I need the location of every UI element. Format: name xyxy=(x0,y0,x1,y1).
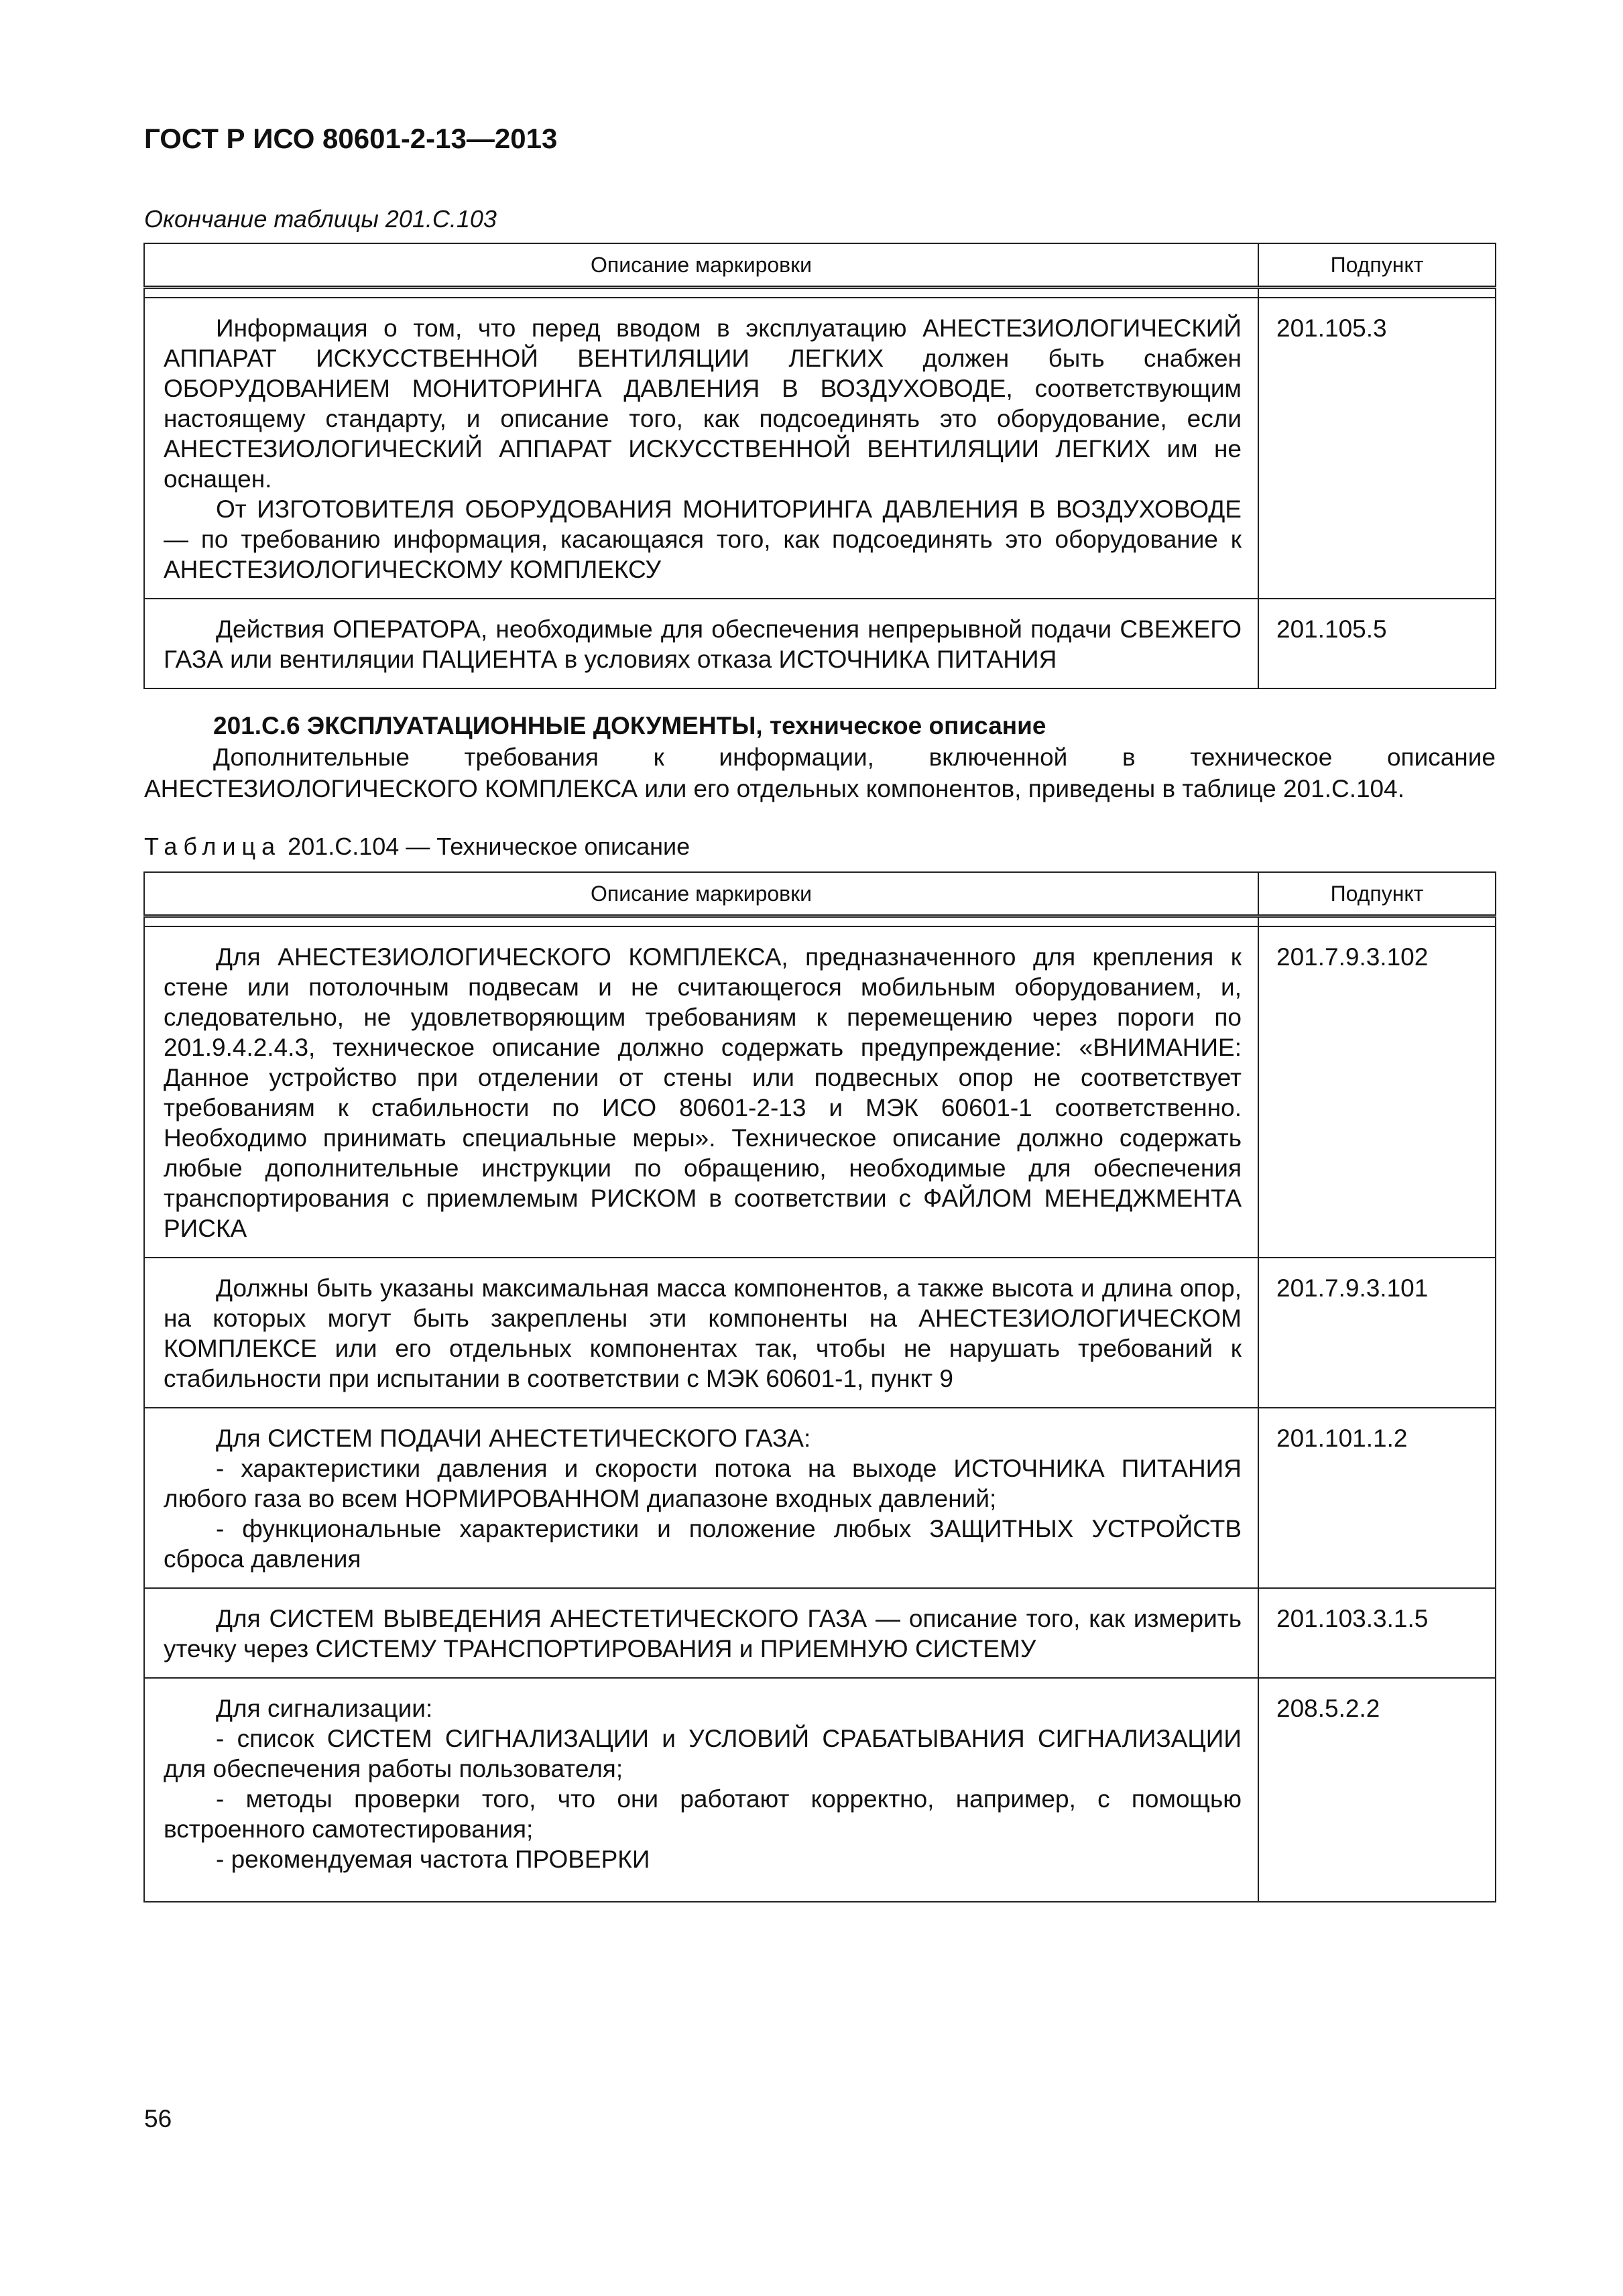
row-description xyxy=(144,1678,1258,1902)
column-header-subclause: Подпункт xyxy=(1258,243,1496,288)
table-201-c-104 xyxy=(143,871,1496,1902)
table-row xyxy=(144,1678,1496,1902)
paragraph: Для СИСТЕМ ПОДАЧИ АНЕСТЕТИЧЕСКОГО ГАЗА: xyxy=(216,1425,811,1452)
section-paragraph: Дополнительные требования к информации, включенной в техническое описание АНЕСТЕЗИОЛОГИЧЕСКОГО КОМПЛЕКСА или его отдельных компонентов, приведены в таблице 201.С.104. xyxy=(144,743,1496,802)
row-subclause: 201.7.9.3.102 xyxy=(1258,926,1496,1258)
row-description xyxy=(144,599,1258,688)
table-row xyxy=(144,1258,1496,1408)
page-number: 56 xyxy=(144,2105,172,2132)
row-description xyxy=(144,298,1258,599)
paragraph: - список СИСТЕМ СИГНАЛИЗАЦИИ и УСЛОВИЙ СРАБАТЫВАНИЯ СИГНАЛИЗАЦИИ для обеспечения работы пользователя; xyxy=(164,1725,1242,1783)
column-header-description: Описание маркировки xyxy=(144,243,1258,288)
paragraph: Должны быть указаны максимальная масса компонентов, а также высота и длина опор, на которых могут быть закреплены эти компоненты на АНЕСТЕЗИОЛОГИЧЕСКОМ КОМПЛЕКСЕ или его отдельных компонентах так, чтобы не нарушать требований к стабильности при испытании в соответствии с МЭК 60601-1, пункт 9 xyxy=(164,1274,1242,1392)
row-description xyxy=(144,1408,1258,1588)
column-header-description: Описание маркировки xyxy=(144,872,1258,916)
table-caption-label: Таблица xyxy=(144,833,282,860)
column-header-subclause: Подпункт xyxy=(1258,872,1496,916)
table-row xyxy=(144,1408,1496,1588)
table-row xyxy=(144,1588,1496,1678)
paragraph: Для АНЕСТЕЗИОЛОГИЧЕСКОГО КОМПЛЕКСА, предназначенного для крепления к стене или потолочным подвесам и не считающегося мобильным оборудованием, и, следовательно, не удовлетворяющим требованиям к перемещению через пороги по 201.9.4.2.4.3, техническое описание должно содержать предупреждение: «ВНИМАНИЕ: Данное устройство при отделении от стены или подвесных опор не соответствует требованиям к стабильности по ИСО 80601-2-13 и МЭК 60601-1 соответственно. Необходимо принимать специальные меры». Техническое описание должно содержать любые дополнительные инструкции по обращению, необходимые для обеспечения транспортирования с приемлемым РИСКОМ в соответствии с ФАЙЛОМ МЕНЕДЖМЕНТА РИСКА xyxy=(164,943,1242,1242)
paragraph: - рекомендуемая частота ПРОВЕРКИ xyxy=(216,1846,650,1873)
row-description xyxy=(144,1258,1258,1408)
paragraph: - функциональные характеристики и положение любых ЗАЩИТНЫХ УСТРОЙСТВ сброса давления xyxy=(164,1515,1242,1573)
row-subclause: 201.7.9.3.101 xyxy=(1258,1258,1496,1408)
paragraph: Действия ОПЕРАТОРА, необходимые для обеспечения непрерывной подачи СВЕЖЕГО ГАЗА или вентиляции ПАЦИЕНТА в условиях отказа ИСТОЧНИКА ПИТАНИЯ xyxy=(164,615,1242,673)
paragraph: От ИЗГОТОВИТЕЛЯ ОБОРУДОВАНИЯ МОНИТОРИНГА ДАВЛЕНИЯ В ВОЗДУХОВОДЕ — по требованию информация, касающаяся того, как подсоединять это оборудование к АНЕСТЕЗИОЛОГИЧЕСКОМУ КОМПЛЕКСУ xyxy=(164,495,1242,583)
table-row xyxy=(144,926,1496,1258)
table-201-c-103-end xyxy=(143,243,1496,689)
row-subclause: 201.105.3 xyxy=(1258,298,1496,599)
table-caption xyxy=(144,833,690,861)
row-subclause: 201.105.5 xyxy=(1258,599,1496,688)
section-heading: 201.С.6 ЭКСПЛУАТАЦИОННЫЕ ДОКУМЕНТЫ, техническое описание xyxy=(213,712,1046,739)
row-subclause: 201.101.1.2 xyxy=(1258,1408,1496,1588)
paragraph: - методы проверки того, что они работают корректно, например, с помощью встроенного самотестирования; xyxy=(164,1785,1242,1843)
table-row xyxy=(144,298,1496,599)
table-caption-text: 201.С.104 — Техническое описание xyxy=(288,833,690,860)
paragraph: Для сигнализации: xyxy=(216,1695,433,1722)
row-description xyxy=(144,926,1258,1258)
paragraph: Информация о том, что перед вводом в эксплуатацию АНЕСТЕЗИОЛОГИЧЕСКИЙ АППАРАТ ИСКУССТВЕННОЙ ВЕНТИЛЯЦИИ ЛЕГКИХ должен быть снабжен ОБОРУДОВАНИЕМ МОНИТОРИНГА ДАВЛЕНИЯ В ВОЗДУХОВОДЕ, соответствующим настоящему стандарту, и описание того, как подсоединять это оборудование, если АНЕСТЕЗИОЛОГИЧЕСКИЙ АППАРАТ ИСКУССТВЕННОЙ ВЕНТИЛЯЦИИ ЛЕГКИХ им не оснащен. xyxy=(164,314,1242,493)
paragraph: - характеристики давления и скорости потока на выходе ИСТОЧНИКА ПИТАНИЯ любого газа во всем НОРМИРОВАННОМ диапазоне входных давлений; xyxy=(164,1455,1242,1512)
table-row xyxy=(144,599,1496,688)
row-description xyxy=(144,1588,1258,1678)
row-subclause: 201.103.3.1.5 xyxy=(1258,1588,1496,1678)
table-continuation-caption: Окончание таблицы 201.С.103 xyxy=(144,205,497,233)
row-subclause: 208.5.2.2 xyxy=(1258,1678,1496,1902)
paragraph: Для СИСТЕМ ВЫВЕДЕНИЯ АНЕСТЕТИЧЕСКОГО ГАЗА — описание того, как измерить утечку через СИСТЕМУ ТРАНСПОРТИРОВАНИЯ и ПРИЕМНУЮ СИСТЕМУ xyxy=(164,1605,1242,1663)
document-standard-title: ГОСТ Р ИСО 80601-2-13—2013 xyxy=(144,123,558,154)
